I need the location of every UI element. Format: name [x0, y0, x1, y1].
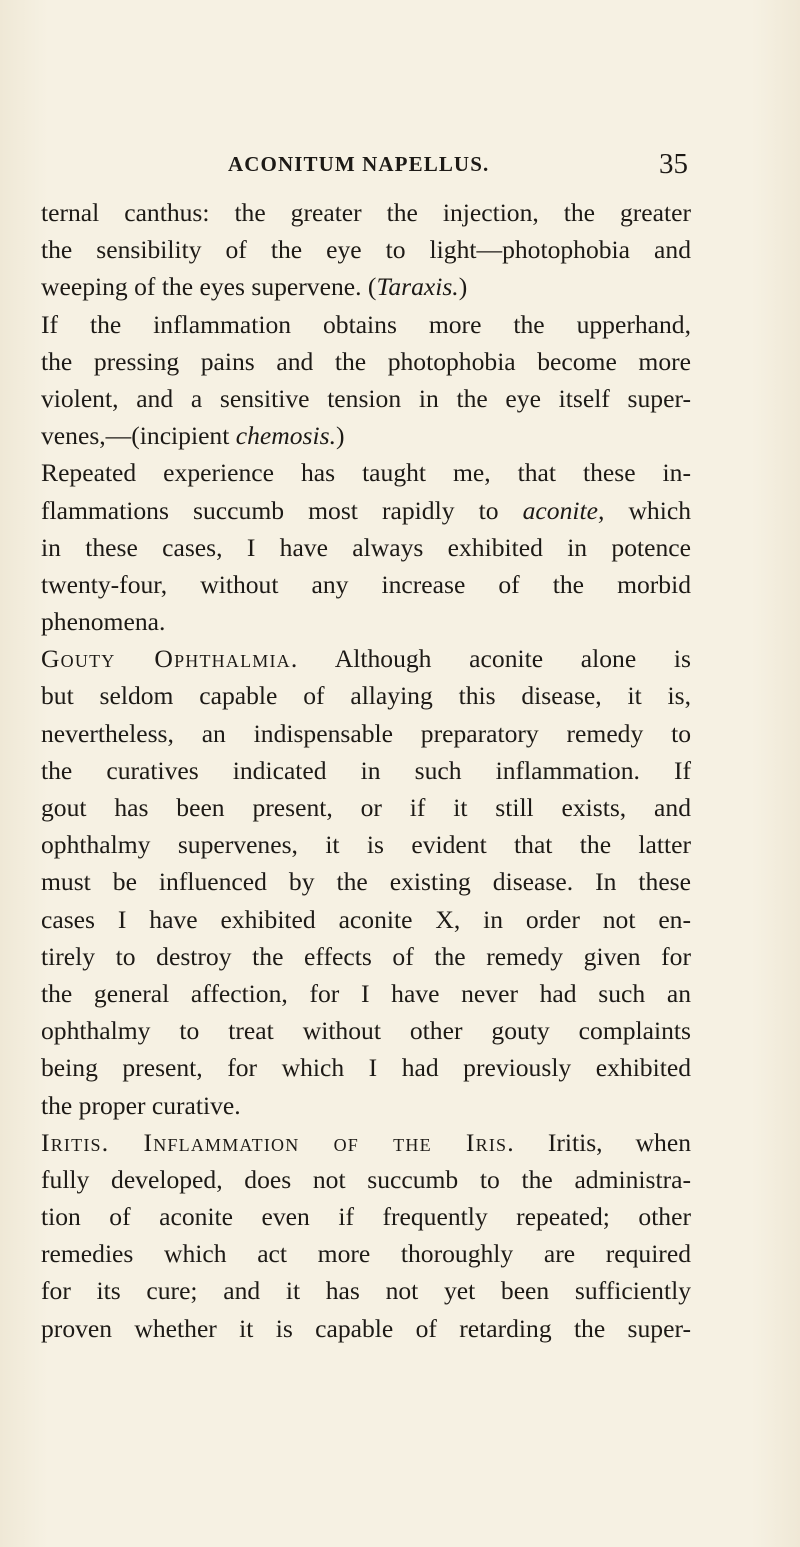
- text-line: the sensibility of the eye to light—photophobia and: [41, 235, 691, 265]
- text-line: weeping of the eyes supervene. (Taraxis.): [41, 272, 468, 302]
- italic-term: chemosis.: [235, 421, 336, 451]
- section-heading: Gouty Ophthalmia.: [41, 644, 299, 674]
- text-line: the general affection, for I have never had such an: [41, 978, 691, 1008]
- text-line: If the inflammation obtains more the upperhand,: [41, 309, 691, 339]
- text-line: phenomena.: [41, 607, 166, 637]
- text-line: ophthalmy supervenes, it is evident that the latter: [41, 830, 691, 860]
- text-line: fully developed, does not succumb to the administra-: [41, 1164, 691, 1194]
- text-line: the pressing pains and the photophobia become more: [41, 346, 691, 376]
- text-line: the curatives indicated in such inflammation. If: [41, 755, 691, 785]
- text-line: nevertheless, an indispensable preparatory remedy to: [41, 718, 691, 748]
- text-line: tion of aconite even if frequently repeated; other: [41, 1202, 691, 1232]
- text-line: twenty-four, without any increase of the morbid: [41, 569, 691, 599]
- text-line: but seldom capable of allaying this disease, it is,: [41, 681, 691, 711]
- text-line: in these cases, I have always exhibited in potence: [41, 532, 691, 562]
- text-line: gout has been present, or if it still exists, and: [41, 793, 691, 822]
- text-line: for its cure; and it has not yet been sufficiently: [41, 1276, 691, 1306]
- text-line: remedies which act more thoroughly are required: [41, 1239, 691, 1269]
- text-line: ophthalmy to treat without other gouty complaints: [41, 1016, 691, 1046]
- text-line: the proper curative.: [41, 1090, 241, 1120]
- page-header: [228, 148, 688, 182]
- text-line: venes,—(incipient chemosis.): [41, 421, 345, 451]
- text-line: being present, for which I had previously exhibited: [41, 1053, 691, 1083]
- text-line: cases I have exhibited aconite X, in order not en-: [41, 904, 691, 934]
- text-line: Repeated experience has taught me, that these in-: [41, 458, 691, 488]
- text-line: tirely to destroy the effects of the remedy given for: [41, 941, 691, 971]
- page-number: 35: [659, 148, 688, 180]
- text-line: flammations succumb most rapidly to aconite, which: [41, 495, 691, 525]
- italic-term: aconite,: [522, 495, 605, 525]
- running-title: ACONITUM NAPELLUS.: [228, 152, 490, 176]
- text-line: violent, and a sensitive tension in the eye itself super-: [41, 383, 691, 413]
- text-line: Gouty Ophthalmia. Although aconite alone is: [41, 644, 691, 674]
- section-heading: Iritis. Inflammation of the Iris.: [41, 1127, 515, 1157]
- body-text: [41, 194, 691, 1347]
- text-line: proven whether it is capable of retarding the super-: [41, 1313, 691, 1343]
- text-line: Iritis. Inflammation of the Iris. Iritis, when: [41, 1127, 691, 1157]
- italic-term: Taraxis.: [376, 272, 459, 302]
- text-line: ternal canthus: the greater the injection, the greater: [41, 198, 691, 227]
- text-line: must be influenced by the existing disease. In these: [41, 867, 691, 897]
